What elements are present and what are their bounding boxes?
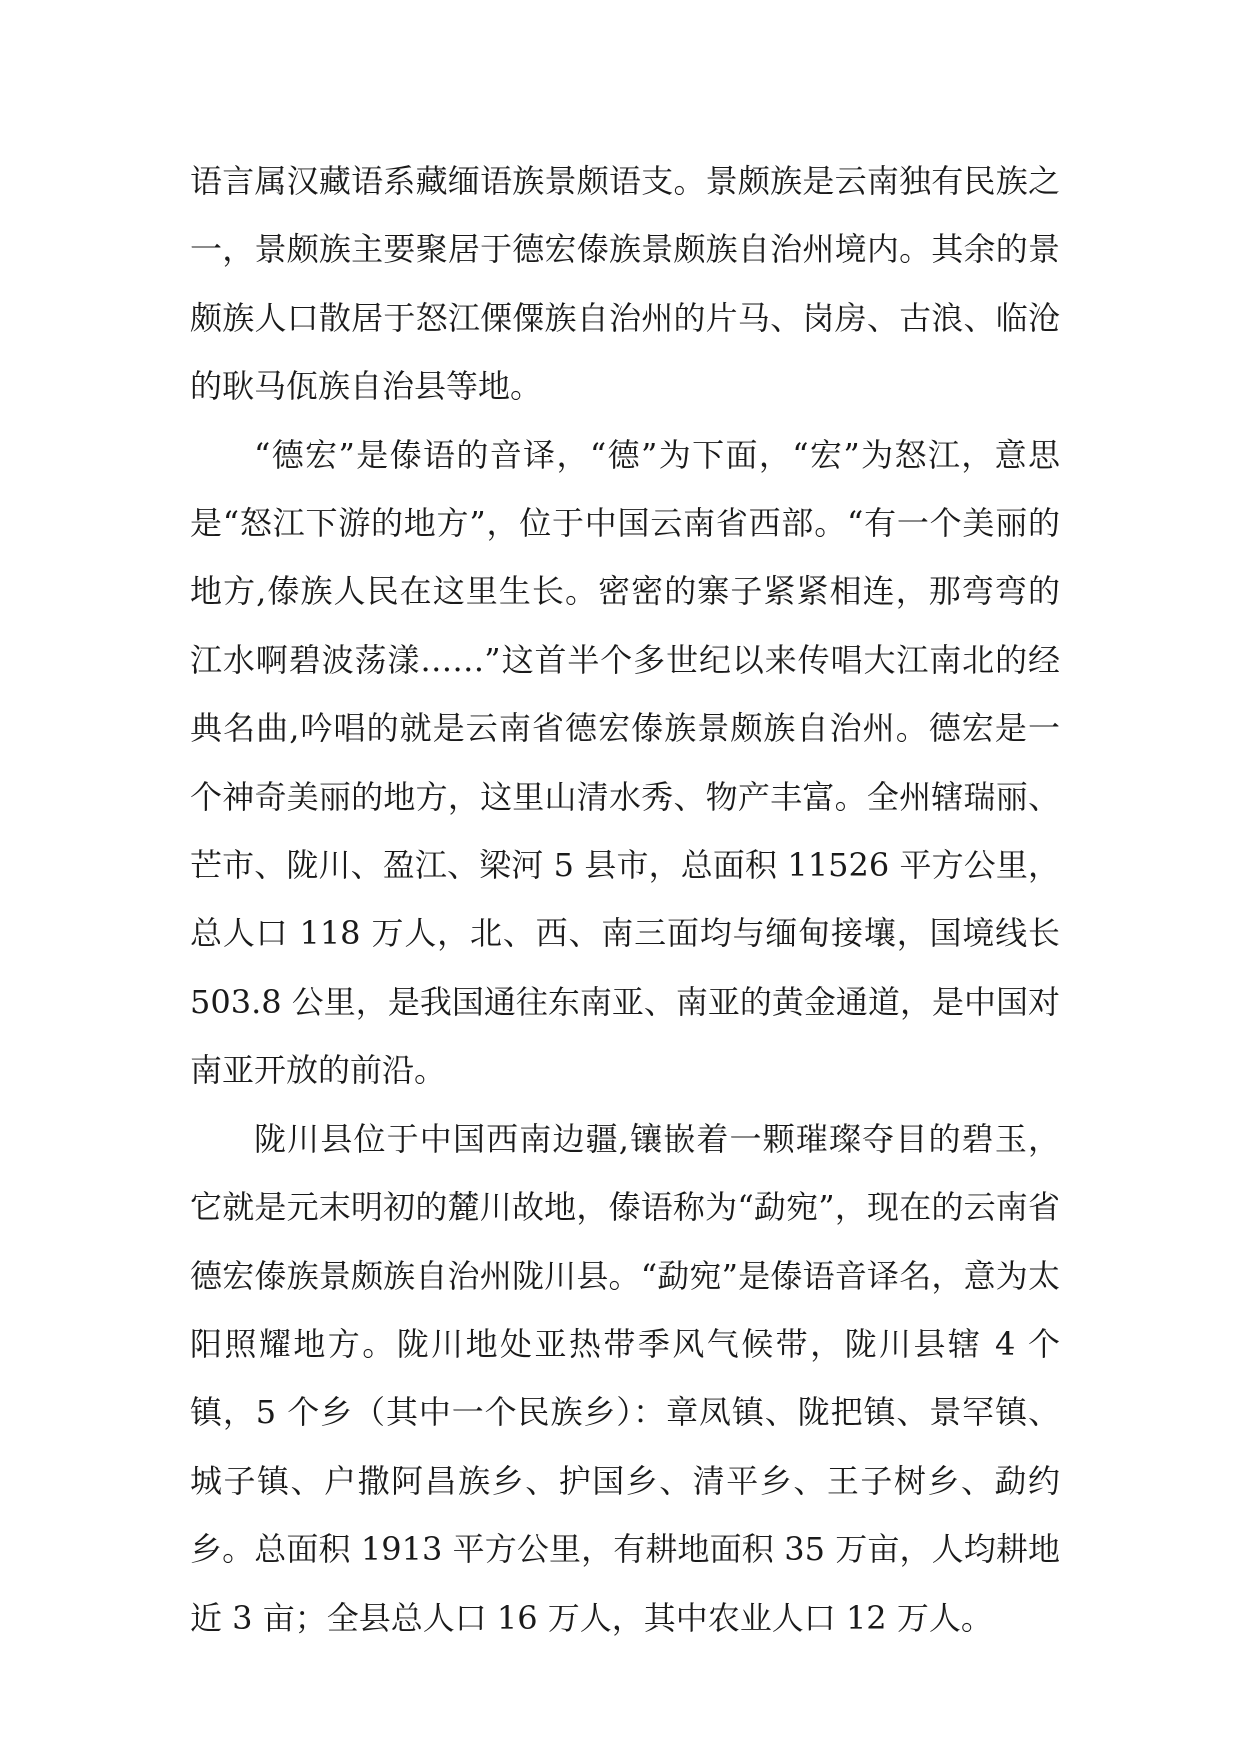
paragraph-3: 陇川县位于中国西南边疆,镶嵌着一颗璀璨夺目的碧玉，它就是元末明初的麓川故地，傣语称为“勐宛”，现在的云南省德宏傣族景颇族自治州陇川县。“勐宛”是傣语音译名，意为太阳照耀地方。陇川地处亚热带季风气候带，陇川县辖 4 个镇，5 个乡（其中一个民族乡）：章凤镇、陇把镇、景罕镇、城子镇、户撒阿昌族乡、护国乡、清平乡、王子树乡、勐约乡。总面积 1913 平方公里，有耕地面积 35 万亩，人均耕地近 3 亩；全县总人口 16 万人，其中农业人口 12 万人。 — [190, 1119, 1060, 1637]
paragraph-2: “德宏”是傣语的音译，“德”为下面，“宏”为怒江，意思是“怒江下游的地方”，位于中国云南省西部。“有一个美丽的地方,傣族人民在这里生长。密密的寨子紧紧相连，那弯弯的江水啊碧波荡漾……”这首半个多世纪以来传唱大江南北的经典名曲,吟唱的就是云南省德宏傣族景颇族自治州。德宏是一个神奇美丽的地方，这里山清水秀、物产丰富。全州辖瑞丽、芒市、陇川、盈江、梁河 5 县市，总面积 11526 平方公里，总人口 118 万人，北、西、南三面均与缅甸接壤，国境线长 503.8 公里，是我国通往东南亚、南亚的黄金通道，是中国对南亚开放的前沿。 — [190, 435, 1060, 1090]
paragraph-1: 语言属汉藏语系藏缅语族景颇语支。景颇族是云南独有民族之一，景颇族主要聚居于德宏傣族景颇族自治州境内。其余的景颇族人口散居于怒江傈僳族自治州的片马、岗房、古浪、临沧的耿马佤族自治县等地。 — [190, 162, 1060, 406]
body-text — [190, 147, 1060, 1652]
